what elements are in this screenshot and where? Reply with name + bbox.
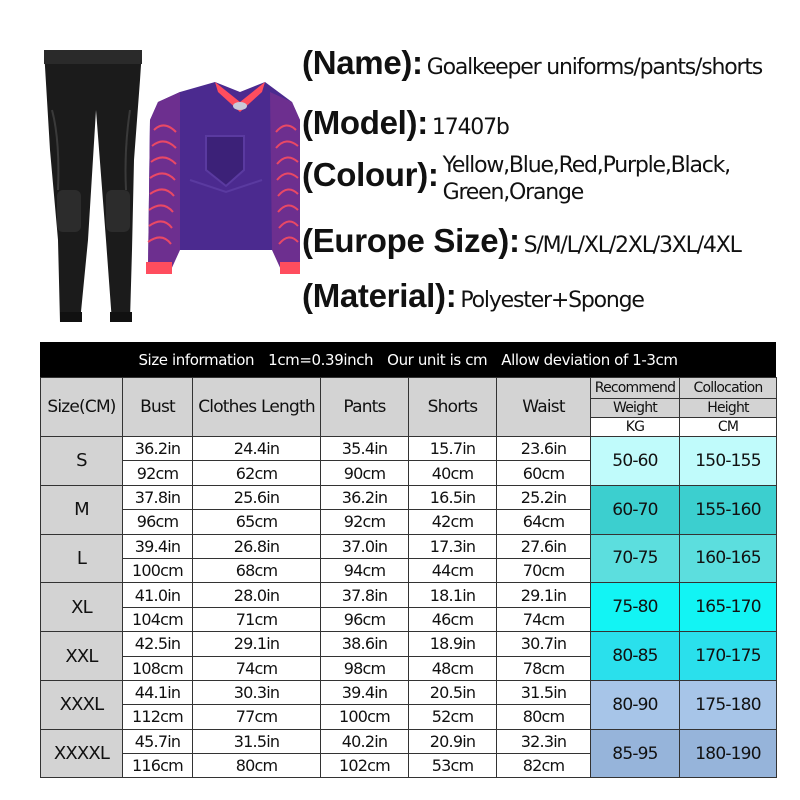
shorts-cm-cell: 44cm: [409, 558, 497, 582]
size-cell: M: [41, 485, 123, 534]
waist-cm-cell: 74cm: [497, 607, 591, 631]
bust-in-cell: 37.8in: [123, 485, 193, 509]
product-image: [30, 40, 300, 340]
spec-material: [302, 277, 644, 315]
pants-in-cell: 39.4in: [321, 680, 409, 704]
header-collocation: Collocation: [680, 378, 777, 399]
shorts-in-cell: 20.9in: [409, 729, 497, 753]
weight-cell: 70-75: [591, 534, 680, 583]
pants-in-cell: 38.6in: [321, 632, 409, 656]
banner-unit-note: Our unit is cm: [387, 350, 488, 369]
material-value: Polyester+Sponge: [460, 288, 644, 313]
waist-cm-cell: 64cm: [497, 510, 591, 534]
weight-cell: 50-60: [591, 437, 680, 486]
length-in-cell: 28.0in: [193, 583, 321, 607]
waist-in-cell: 25.2in: [497, 485, 591, 509]
shorts-in-cell: 18.1in: [409, 583, 497, 607]
waist-in-cell: 32.3in: [497, 729, 591, 753]
size-table: [40, 377, 777, 778]
shorts-cm-cell: 46cm: [409, 607, 497, 631]
size-cell: XXXXL: [41, 729, 123, 778]
pants-in-cell: 35.4in: [321, 437, 409, 461]
header-recommend: Recommend: [591, 378, 680, 399]
length-in-cell: 26.8in: [193, 534, 321, 558]
length-in-cell: 31.5in: [193, 729, 321, 753]
shorts-in-cell: 17.3in: [409, 534, 497, 558]
bust-cm-cell: 116cm: [123, 754, 193, 778]
weight-cell: 75-80: [591, 583, 680, 632]
waist-in-cell: 31.5in: [497, 680, 591, 704]
pants-in-cell: 37.0in: [321, 534, 409, 558]
header-cm: CM: [680, 418, 777, 437]
shorts-cm-cell: 48cm: [409, 656, 497, 680]
shorts-in-cell: 18.9in: [409, 632, 497, 656]
height-cell: 160-165: [680, 534, 777, 583]
model-label: (Model):: [302, 104, 428, 141]
header-height: Height: [680, 399, 777, 418]
colour-value-line-2: Green,Orange: [442, 180, 584, 205]
weight-cell: 80-85: [591, 632, 680, 681]
header-weight: Weight: [591, 399, 680, 418]
pants-cm-cell: 100cm: [321, 705, 409, 729]
table-row: [41, 485, 777, 509]
length-cm-cell: 74cm: [193, 656, 321, 680]
table-row: [41, 632, 777, 656]
name-value: Goalkeeper uniforms/pants/shorts: [426, 55, 763, 80]
material-label: (Material):: [302, 277, 457, 314]
weight-cell: 85-95: [591, 729, 680, 778]
bust-in-cell: 39.4in: [123, 534, 193, 558]
length-cm-cell: 71cm: [193, 607, 321, 631]
table-header-row: [41, 378, 777, 399]
banner-deviation-note: Allow deviation of 1-3cm: [501, 350, 678, 369]
length-cm-cell: 65cm: [193, 510, 321, 534]
table-row: [41, 534, 777, 558]
length-cm-cell: 77cm: [193, 705, 321, 729]
spec-europe-size: [302, 222, 741, 260]
waist-cm-cell: 60cm: [497, 461, 591, 485]
shorts-in-cell: 20.5in: [409, 680, 497, 704]
length-in-cell: 24.4in: [193, 437, 321, 461]
table-row: [41, 680, 777, 704]
header-bust: Bust: [123, 378, 193, 437]
waist-in-cell: 27.6in: [497, 534, 591, 558]
height-cell: 170-175: [680, 632, 777, 681]
shorts-in-cell: 15.7in: [409, 437, 497, 461]
pants-cm-cell: 94cm: [321, 558, 409, 582]
length-in-cell: 29.1in: [193, 632, 321, 656]
height-cell: 155-160: [680, 485, 777, 534]
colour-value: [443, 152, 730, 206]
waist-cm-cell: 70cm: [497, 558, 591, 582]
bust-in-cell: 44.1in: [123, 680, 193, 704]
header-waist: Waist: [497, 378, 591, 437]
size-cell: XXL: [41, 632, 123, 681]
shorts-cm-cell: 53cm: [409, 754, 497, 778]
pants-in-cell: 36.2in: [321, 485, 409, 509]
header-shorts: Shorts: [409, 378, 497, 437]
shorts-cm-cell: 40cm: [409, 461, 497, 485]
header-clothes-length: Clothes Length: [193, 378, 321, 437]
bust-cm-cell: 92cm: [123, 461, 193, 485]
goalkeeper-pants-image: [44, 50, 142, 322]
pants-cm-cell: 92cm: [321, 510, 409, 534]
table-row: [41, 583, 777, 607]
pants-in-cell: 40.2in: [321, 729, 409, 753]
size-cell: L: [41, 534, 123, 583]
bust-cm-cell: 108cm: [123, 656, 193, 680]
bust-in-cell: 45.7in: [123, 729, 193, 753]
waist-in-cell: 30.7in: [497, 632, 591, 656]
length-cm-cell: 68cm: [193, 558, 321, 582]
pants-cm-cell: 90cm: [321, 461, 409, 485]
size-cell: XL: [41, 583, 123, 632]
shorts-cm-cell: 52cm: [409, 705, 497, 729]
spec-name: [302, 44, 762, 82]
bust-cm-cell: 96cm: [123, 510, 193, 534]
weight-cell: 60-70: [591, 485, 680, 534]
europe-size-label: (Europe Size):: [302, 222, 520, 259]
pants-in-cell: 37.8in: [321, 583, 409, 607]
colour-value-line-1: Yellow,Blue,Red,Purple,Black,: [442, 153, 730, 178]
waist-cm-cell: 78cm: [497, 656, 591, 680]
colour-label: (Colour):: [302, 156, 439, 193]
header-kg: KG: [591, 418, 680, 437]
height-cell: 150-155: [680, 437, 777, 486]
bust-in-cell: 41.0in: [123, 583, 193, 607]
header-size: Size(CM): [41, 378, 123, 437]
table-body: [41, 437, 777, 778]
table-row: [41, 729, 777, 753]
bust-in-cell: 36.2in: [123, 437, 193, 461]
shorts-in-cell: 16.5in: [409, 485, 497, 509]
banner-conversion: 1cm=0.39inch: [268, 350, 374, 369]
banner-size-information: Size information: [138, 350, 255, 369]
height-cell: 175-180: [680, 680, 777, 729]
height-cell: 180-190: [680, 729, 777, 778]
length-cm-cell: 80cm: [193, 754, 321, 778]
europe-size-value: S/M/L/XL/2XL/3XL/4XL: [523, 233, 741, 258]
size-cell: S: [41, 437, 123, 486]
spec-colour: [302, 152, 730, 206]
waist-in-cell: 23.6in: [497, 437, 591, 461]
height-cell: 165-170: [680, 583, 777, 632]
bust-cm-cell: 100cm: [123, 558, 193, 582]
weight-cell: 80-90: [591, 680, 680, 729]
spec-model: [302, 104, 509, 142]
goalkeeper-shirt-image: [146, 82, 300, 274]
size-cell: XXXL: [41, 680, 123, 729]
length-in-cell: 25.6in: [193, 485, 321, 509]
length-in-cell: 30.3in: [193, 680, 321, 704]
model-value: 17407b: [431, 115, 509, 140]
pants-cm-cell: 98cm: [321, 656, 409, 680]
shorts-cm-cell: 42cm: [409, 510, 497, 534]
pants-cm-cell: 102cm: [321, 754, 409, 778]
table-row: [41, 437, 777, 461]
waist-in-cell: 29.1in: [497, 583, 591, 607]
bust-cm-cell: 112cm: [123, 705, 193, 729]
waist-cm-cell: 80cm: [497, 705, 591, 729]
bust-cm-cell: 104cm: [123, 607, 193, 631]
pants-cm-cell: 96cm: [321, 607, 409, 631]
length-cm-cell: 62cm: [193, 461, 321, 485]
name-label: (Name):: [302, 44, 423, 81]
size-info-banner: [40, 342, 776, 377]
bust-in-cell: 42.5in: [123, 632, 193, 656]
waist-cm-cell: 82cm: [497, 754, 591, 778]
header-pants: Pants: [321, 378, 409, 437]
